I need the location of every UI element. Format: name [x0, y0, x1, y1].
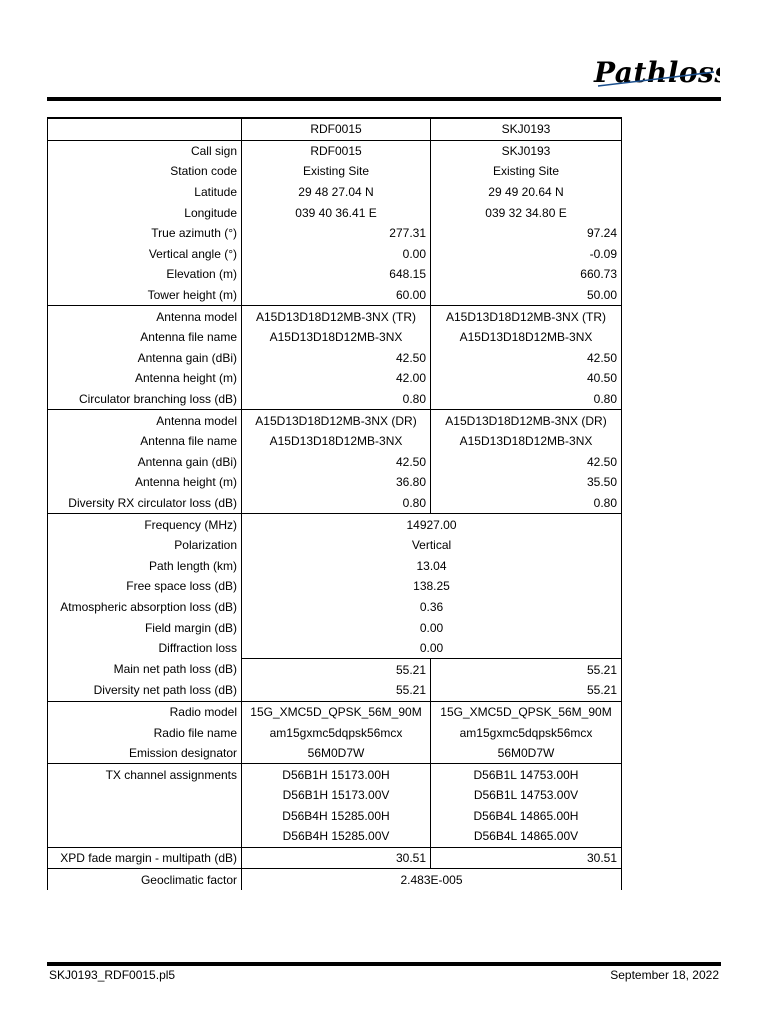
site-b-value: 660.73 — [431, 264, 622, 285]
site-b-value: -0.09 — [431, 244, 622, 265]
site-b-channel: D56B4L 14865.00H — [431, 806, 622, 827]
row-label: Radio model — [48, 701, 242, 722]
row-label: Main net path loss (dB) — [48, 659, 242, 680]
site-a-value: 60.00 — [242, 285, 431, 306]
row-label: Polarization — [48, 535, 242, 556]
table-row — [48, 680, 622, 701]
table-row — [48, 785, 622, 806]
path-value: 13.04 — [242, 555, 622, 576]
site-a-value: am15gxmc5dqpsk56mcx — [242, 722, 431, 743]
table-header-row — [48, 118, 622, 140]
site-b-value: 15G_XMC5D_QPSK_56M_90M — [431, 701, 622, 722]
path-value: 2.483E-005 — [242, 869, 622, 890]
table-row — [48, 617, 622, 638]
site-b-value: 039 32 34.80 E — [431, 202, 622, 223]
header-blank-cell — [48, 118, 242, 140]
header-site-b: SKJ0193 — [431, 118, 622, 140]
row-label: Call sign — [48, 140, 242, 161]
site-a-value: A15D13D18D12MB-3NX — [242, 431, 431, 452]
table-row — [48, 452, 622, 473]
row-label: Antenna gain (dBi) — [48, 348, 242, 369]
site-b-value: 56M0D7W — [431, 743, 622, 764]
site-a-value: 15G_XMC5D_QPSK_56M_90M — [242, 701, 431, 722]
site-a-value: 42.50 — [242, 348, 431, 369]
site-a-value: A15D13D18D12MB-3NX — [242, 327, 431, 348]
site-b-value: Existing Site — [431, 161, 622, 182]
pathloss-logo — [590, 50, 720, 100]
site-a-value: 55.21 — [242, 680, 431, 701]
table-row — [48, 472, 622, 493]
site-b-value: A15D13D18D12MB-3NX (TR) — [431, 306, 622, 327]
row-label: True azimuth (°) — [48, 223, 242, 244]
site-a-channel: D56B1H 15173.00H — [242, 764, 431, 785]
site-b-value: 55.21 — [431, 659, 622, 680]
table-row — [48, 722, 622, 743]
site-a-value: 039 40 36.41 E — [242, 202, 431, 223]
site-a-value: 55.21 — [242, 659, 431, 680]
site-b-value: 42.50 — [431, 348, 622, 369]
site-b-channel: D56B4L 14865.00V — [431, 826, 622, 847]
site-a-channel: D56B1H 15173.00V — [242, 785, 431, 806]
table-row — [48, 701, 622, 722]
table-row — [48, 202, 622, 223]
table-row — [48, 847, 622, 869]
site-b-value: SKJ0193 — [431, 140, 622, 161]
site-b-value: 30.51 — [431, 847, 622, 869]
site-a-value: 56M0D7W — [242, 743, 431, 764]
row-label — [48, 806, 242, 827]
site-b-value: 97.24 — [431, 223, 622, 244]
path-value: Vertical — [242, 535, 622, 556]
row-label: Elevation (m) — [48, 264, 242, 285]
table-row — [48, 161, 622, 182]
site-b-value: 0.80 — [431, 493, 622, 514]
site-b-value: 40.50 — [431, 368, 622, 389]
site-b-channel: D56B1L 14753.00H — [431, 764, 622, 785]
site-a-value: A15D13D18D12MB-3NX (TR) — [242, 306, 431, 327]
row-label: Vertical angle (°) — [48, 244, 242, 265]
logo-text: Pathloss — [594, 56, 720, 89]
row-label: Antenna file name — [48, 327, 242, 348]
row-label: Antenna file name — [48, 431, 242, 452]
table-row — [48, 140, 622, 161]
site-a-value: 30.51 — [242, 847, 431, 869]
site-a-value: 0.00 — [242, 244, 431, 265]
table-row — [48, 223, 622, 244]
site-b-value: 42.50 — [431, 452, 622, 473]
pathloss-logo-mark — [590, 50, 720, 100]
site-a-value: 42.00 — [242, 368, 431, 389]
table-row — [48, 285, 622, 306]
row-label: TX channel assignments — [48, 764, 242, 785]
site-a-value: 0.80 — [242, 389, 431, 410]
site-a-value: 36.80 — [242, 472, 431, 493]
row-label: Frequency (MHz) — [48, 514, 242, 535]
table-row — [48, 348, 622, 369]
table-row — [48, 576, 622, 597]
row-label: XPD fade margin - multipath (dB) — [48, 847, 242, 869]
table-row — [48, 597, 622, 618]
top-rule — [47, 97, 721, 101]
row-label: Diffraction loss — [48, 638, 242, 659]
site-a-channel: D56B4H 15285.00H — [242, 806, 431, 827]
table-row — [48, 869, 622, 890]
table-row — [48, 806, 622, 827]
site-b-value: A15D13D18D12MB-3NX (DR) — [431, 410, 622, 431]
row-label: Circulator branching loss (dB) — [48, 389, 242, 410]
table-row — [48, 327, 622, 348]
row-label: Geoclimatic factor — [48, 869, 242, 890]
row-label — [48, 826, 242, 847]
site-b-value: 50.00 — [431, 285, 622, 306]
table-row — [48, 368, 622, 389]
table-row — [48, 826, 622, 847]
row-label: Atmospheric absorption loss (dB) — [48, 597, 242, 618]
row-label: Antenna model — [48, 306, 242, 327]
table-row — [48, 743, 622, 764]
site-b-value: A15D13D18D12MB-3NX — [431, 327, 622, 348]
row-label: Diversity RX circulator loss (dB) — [48, 493, 242, 514]
row-label: Antenna model — [48, 410, 242, 431]
table-row — [48, 410, 622, 431]
table-row — [48, 244, 622, 265]
row-label: Free space loss (dB) — [48, 576, 242, 597]
site-a-value: Existing Site — [242, 161, 431, 182]
footer-date: September 18, 2022 — [610, 968, 719, 982]
table-row — [48, 182, 622, 203]
row-label: Emission designator — [48, 743, 242, 764]
site-a-channel: D56B4H 15285.00V — [242, 826, 431, 847]
table-row — [48, 493, 622, 514]
header-site-a: RDF0015 — [242, 118, 431, 140]
site-b-value: am15gxmc5dqpsk56mcx — [431, 722, 622, 743]
table-row — [48, 555, 622, 576]
site-b-channel: D56B1L 14753.00V — [431, 785, 622, 806]
path-profile-table — [47, 117, 622, 890]
row-label: Field margin (dB) — [48, 617, 242, 638]
row-label — [48, 785, 242, 806]
table-row — [48, 431, 622, 452]
path-value: 0.36 — [242, 597, 622, 618]
path-value: 14927.00 — [242, 514, 622, 535]
bottom-rule — [47, 962, 721, 966]
site-b-value: 55.21 — [431, 680, 622, 701]
site-b-value: 0.80 — [431, 389, 622, 410]
row-label: Latitude — [48, 182, 242, 203]
table-row — [48, 764, 622, 785]
site-a-value: 648.15 — [242, 264, 431, 285]
row-label: Longitude — [48, 202, 242, 223]
row-label: Radio file name — [48, 722, 242, 743]
footer-filename: SKJ0193_RDF0015.pl5 — [49, 968, 176, 982]
table-row — [48, 389, 622, 410]
table-row — [48, 306, 622, 327]
site-a-value: 29 48 27.04 N — [242, 182, 431, 203]
table-row — [48, 264, 622, 285]
path-value: 0.00 — [242, 617, 622, 638]
row-label: Antenna height (m) — [48, 368, 242, 389]
site-a-value: 277.31 — [242, 223, 431, 244]
table-row — [48, 659, 622, 680]
table-row — [48, 638, 622, 659]
site-b-value: A15D13D18D12MB-3NX — [431, 431, 622, 452]
row-label: Path length (km) — [48, 555, 242, 576]
table-row — [48, 514, 622, 535]
site-b-value: 29 49 20.64 N — [431, 182, 622, 203]
site-a-value: 0.80 — [242, 493, 431, 514]
path-value: 0.00 — [242, 638, 622, 659]
table-row — [48, 535, 622, 556]
site-a-value: RDF0015 — [242, 140, 431, 161]
row-label: Diversity net path loss (dB) — [48, 680, 242, 701]
site-a-value: A15D13D18D12MB-3NX (DR) — [242, 410, 431, 431]
row-label: Antenna height (m) — [48, 472, 242, 493]
row-label: Station code — [48, 161, 242, 182]
row-label: Antenna gain (dBi) — [48, 452, 242, 473]
site-a-value: 42.50 — [242, 452, 431, 473]
site-b-value: 35.50 — [431, 472, 622, 493]
path-value: 138.25 — [242, 576, 622, 597]
row-label: Tower height (m) — [48, 285, 242, 306]
